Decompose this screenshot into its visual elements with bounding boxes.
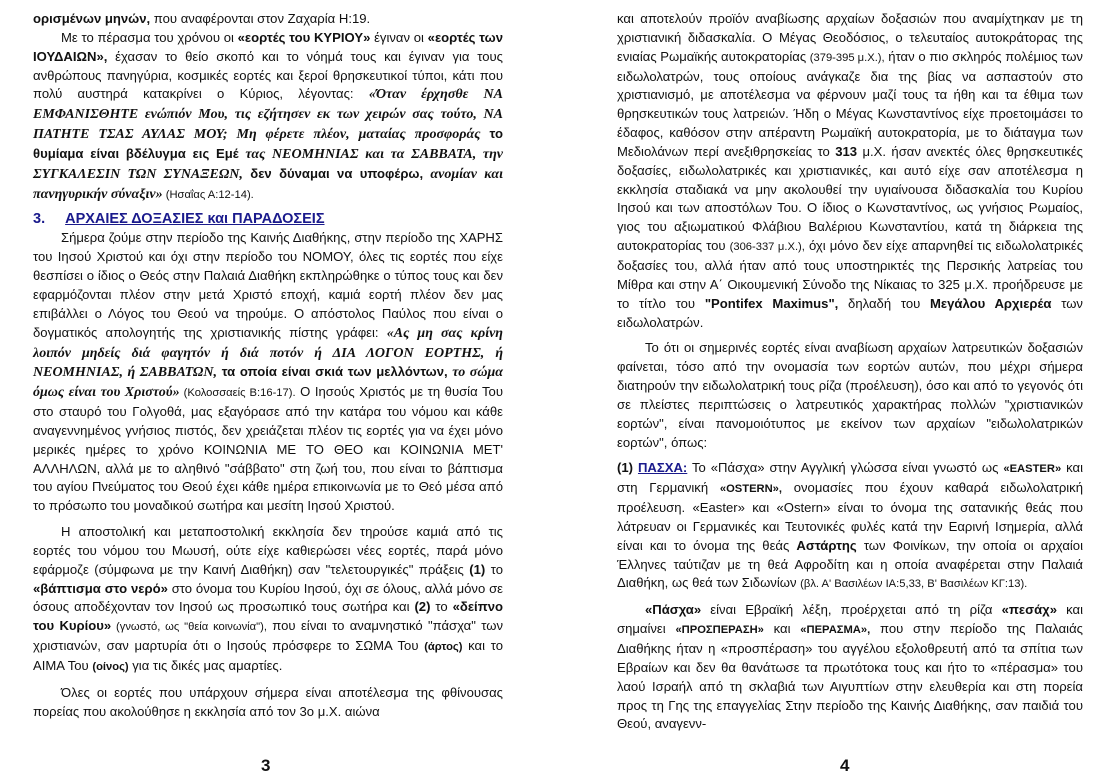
- text: έχασαν το θείο σκοπό και το νόημά τους και έγιναν για τους ανθρώπους πανηγύρια, κοσμικές εορτές και ξεροί θρησκευτικοί τύποι, κάτι που πολύ αυστηρά κατακρίνει ο Κύριος, λέγοντας:: [33, 48, 503, 102]
- bold-text: «βάπτισμα στο νερό»: [33, 580, 168, 596]
- paragraph-5: [33, 684, 503, 722]
- text: Το «Πάσχα» στην Αγγλική γλώσσα είναι γνωστό ως: [687, 460, 1004, 476]
- scripture-quote: ανομίαν και πανηγυρικήν σύναξιν»: [33, 166, 503, 202]
- text: Το ότι οι σημερινές εορτές είναι αναβίωση αρχαίων λατρευτικών δοξασιών φαίνεται, τόσο από την ονομασία των εορτών αυτών, που μέχρι σήμερα διατηρούν την ειδωλολατρική τους ρίζα (προέλευση), όσο και από το γεγονός ότι σε πλείστες περιπτώσεις ο λατρευτικός χαρακτήρας πολλών "χριστιανικών εορτών", είναι πανομοιότυπος με εκείνον των αρχαίων "ειδωλολατρικών εορτών", όπως:: [617, 340, 1083, 450]
- bold-text: τα οποία είναι σκιά των μελλόντων,: [217, 364, 448, 380]
- text: των Φοινίκων, την οποία οι αρχαίοι Έλληνες ταύτιζαν με τη θεά Αφροδίτη και η οποία αναφέρεται στην Παλαιά Διαθήκη, ως θεά των Σιδωνίων: [617, 537, 1083, 591]
- text: που στην περίοδο της Παλαιάς Διαθήκης ήταν η «προσπέραση» του αγγέλου εξολοθρευτή από τα σπίτια των Εβραίων και δεν θα θανάτωσε τα πρωτότοκα τους και ήτο το «πέρασμα» του λαού Ισραήλ από τη σκλαβιά των Αιγυπτίων στην ελευθερία και στη πορεία προς τη Γης της επαγγελίας Στην περίοδο της Καινής Διαθήκης, σαν παιδιά του Θεού, αναγενν-: [617, 621, 1083, 732]
- text: για τις δικές μας αμαρτίες.: [128, 658, 283, 673]
- text: ήταν ο πιο σκληρός πολέμιος των ειδωλολατρών, τους οποίους ανάγκαζε δια της βίας να ασπαστούν στο χριστιανισμό, με αποτέλεσμα να φέρνουν μαζί τους τα ήθη και τα έθιμα των θρησκευτικών τους λατρειών. Ήδη ο Μέγας Κωνσταντίνος είχε προετοιμάσει το έδαφος, καθόσον στην απέραντη Ρωμαϊκή αυτοκρατορία, με το διάταγμα των Μεδιολάνων περί ανεξιθρησκείας το: [617, 48, 1083, 159]
- bold-text: «Πάσχα»: [645, 602, 702, 618]
- bold-text: (1): [469, 561, 486, 577]
- text: που είναι το αναμνηστικό "πάσχα" των χριστιανών, σαν μαρτυρία ότι ο Ιησούς πρόσφερε το ΣΩΜΑ Του: [33, 618, 503, 654]
- text: Όλες οι εορτές που υπάρχουν σήμερα είναι αποτέλεσμα της φθίνουσας πορείας που ακολούθησε η εκκλησία από τον 3ο μ.Χ. αιώνα: [33, 684, 503, 719]
- text: Σήμερα ζούμε στην περίοδο της Καινής Διαθήκης, στην περίοδο της ΧΑΡΗΣ του Ιησού Χριστού και όχι στην περίοδο του ΝΟΜΟΥ, όλες τις εορτές που είχε θεσπίσει ο ίδιος ο Θεός στην Παλαιά Διαθήκη εκπληρώθηκε ο τύπος τους και δεν εφαρμόζονται πλέον στην μετά Χριστό εποχή, καμιά εορτή πλέον δεν μας επιβάλλει ο Λόγος του Θεού να τηρούμε. Ο απόστολος Παύλος που είναι ο δογματικός απολογητής της χριστιανικής πίστης γράφει:: [33, 230, 503, 340]
- bold-text: «ΠΕΡΑΣΜΑ»,: [800, 624, 871, 637]
- text: και: [763, 621, 801, 637]
- bold-text: «εορτές των ΙΟΥΔΑΙΩΝ»,: [33, 29, 504, 64]
- paragraph-3: [33, 229, 503, 516]
- text: δηλαδή του: [838, 295, 931, 311]
- item-heading: ΠΑΣΧΑ:: [637, 460, 688, 476]
- bold-text: 313: [835, 143, 858, 159]
- bold-text: Αστάρτης: [796, 537, 857, 553]
- text: είναι Εβραϊκή λέξη, προέρχεται από τη ρίζα: [701, 602, 1002, 618]
- scripture-quote: «Ας μη σας κρίνη λοιπόν μηδείς διά φαγητόν ή διά ποτόν ή ΔΙΑ ΛΟΓΟΝ ΕΟΡΤΗΣ, ή ΝΕΟΜΗΝΙΑΣ, ή ΣΑΒΒΑΤΩΝ,: [33, 325, 503, 381]
- bold-text: (άρτος): [424, 641, 463, 654]
- bold-text: «δείπνο του Κυρίου»: [33, 599, 504, 634]
- scripture-reference: (Ησαΐας Α:12-14).: [162, 188, 254, 201]
- bold-text: Μεγάλου Αρχιερέα: [930, 295, 1052, 311]
- scripture-quote: τας ΝΕΟΜΗΝΙΑΣ και τα ΣΑΒΒΑΤΑ, την ΣΥΓΚΑΛΕΣΙΝ ΤΩΝ ΣΥΝΑΞΕΩΝ,: [33, 146, 504, 182]
- text: και σημαίνει: [617, 602, 1083, 637]
- text: μ.Χ. ήσαν ανεκτές όλες θρησκευτικές δοξασίες, ειδωλολατρικές και χριστιανικές, και αυτό είχε σαν αποτέλεσμα η εκκλησία σταδιακά να μην ακολουθεί την υγιαίνουσα διδασκαλία του Κυρίου Ιησού και των αποστόλων Του. Ο ίδιος ο Κωνσταντίνος, ως γνήσιος Ρωμαίος, γιος του αξιωματικού Φλάβιου Βαλέριου Κωνσταντίου, κατά τη διάρκεια της αυτοκρατορίας του: [617, 143, 1083, 254]
- section-number: 3.: [33, 211, 46, 228]
- bold-text: (οίνος): [92, 661, 129, 673]
- section-heading: [33, 210, 503, 229]
- paragraph-2: [33, 29, 503, 205]
- right-page: [617, 10, 1083, 734]
- section-title: ΑΡΧΑΙΕΣ ΔΟΞΑΣΙΕΣ και ΠΑΡΑΔΟΣΕΙΣ: [65, 211, 325, 228]
- page-number: 4: [840, 756, 850, 775]
- text: ονομασίες που έχουν καθαρά ειδωλολατρική προέλευση. «Easter» και «Ostern» είναι το όνομα της σατανικής θεάς που λάτρευαν οι Γερμανικές και Τευτονικές φυλές κατά την Εαρινή Ισημερία, αλλά είναι και το όνομα της θεάς: [617, 480, 1084, 553]
- scripture-reference: (Κολοσσαείς Β:16-17).: [179, 387, 296, 400]
- bold-text: «ΠΡΟΣΠΕΡΑΣΗ»: [675, 624, 764, 637]
- bold-text: "Pontifex Maximus",: [704, 295, 839, 311]
- paragraph-2: [617, 339, 1083, 452]
- bold-text: «πεσάχ»: [1001, 602, 1057, 618]
- paragraph-4: [617, 601, 1083, 734]
- paragraph-3: [617, 459, 1083, 594]
- text: των ειδωλολατρών.: [617, 295, 1083, 330]
- text: και το ΑΙΜΑ Του: [33, 638, 503, 673]
- text: Η αποστολική και μεταποστολική εκκλησία δεν τηρούσε καμιά από τις εορτές του νόμου του Μωυσή, ούτε είχε καθιερώσει νέες εορτές, παρά μόνο εφάρμοζε (σύμφωνα με την Καινή Διαθήκη) σαν "τελετουργικές" πράξεις: [33, 524, 503, 577]
- scripture-quote: «Όταν έρχησθε ΝΑ ΕΜΦΑΝΙΣΘΗΤΕ ενώπιόν Μου, τις εζήτησεν εκ των χειρών σας τούτο, ΝΑ ΠΑΤΗΤΕ ΤΣΑΣ ΑΥΛΑΣ ΜΟΥ; Μη φέρετε πλέον, ματαίας προσφοράς: [33, 87, 503, 143]
- bold-text: ορισμένων μηνών,: [33, 11, 151, 26]
- text: το: [430, 599, 453, 615]
- bold-text: «OSTERN»,: [719, 483, 783, 496]
- paragraph-1: [33, 10, 503, 29]
- bold-text: δεν δύναμαι να υποφέρω,: [242, 165, 424, 181]
- bold-text: (2): [414, 599, 431, 615]
- text: Με το πέρασμα του χρόνου οι: [61, 29, 238, 45]
- bold-text: «εορτές του ΚΥΡΙΟΥ»: [237, 29, 371, 45]
- small-text: (γνωστό, ως "θεία κοινωνία"),: [111, 621, 267, 634]
- page-number: 3: [261, 756, 271, 775]
- small-text: (379-395 μ.Χ.),: [809, 51, 885, 64]
- paragraph-4: [33, 523, 503, 677]
- text: το: [485, 561, 503, 577]
- text: έγιναν οι: [370, 29, 428, 45]
- bold-text: «EASTER»: [1003, 463, 1062, 476]
- left-page: [33, 10, 503, 722]
- small-text: (306-337 μ.Χ.),: [729, 241, 805, 254]
- item-number: (1): [617, 460, 634, 476]
- text: και στη Γερμανική: [617, 460, 1083, 496]
- paragraph-1: [617, 10, 1083, 332]
- scripture-reference: (βλ. Α' Βασιλέων ΙΑ:5,33, Β' Βασιλέων ΚΓ:13).: [800, 578, 1028, 591]
- text: στο όνομα του Κυρίου Ιησού, όχι σε όλους, αλλά μόνο σε όσους αποδέχονταν τον Ιησού ως προσωπικό τους σωτήρα και: [33, 580, 503, 615]
- scripture-quote: το σώμα όμως είναι του Χριστού»: [33, 365, 504, 401]
- text: όχι μόνο δεν είχε απαρνηθεί τις ειδωλολατρικές δοξασίες του, αλλά ήταν από τους υποστηρικτές της Περσικής λατρείας του Μίθρα και στην Α΄ Οικουμενική Σύνοδο της Νίκαιας το 325 μ.Χ. προήδρευσε με το τίτλο του: [617, 238, 1084, 311]
- text: και αποτελούν προϊόν αναβίωσης αρχαίων δοξασιών που αναμίχτηκαν με τη χριστιανική διδασκαλία. Ο Μέγας Θεοδόσιος, ο τελευταίος αυτοκράτορας της ενιαίας Ρωμαϊκής αυτοκρατορίας: [617, 11, 1083, 64]
- text: που αναφέρονται στον Ζαχαρία Η:19.: [150, 11, 371, 26]
- text: Ο Ιησούς Χριστός με τη θυσία Του στο σταυρό του Γολγοθά, μας εξαγόρασε από την κατάρα του νόμου και κάθε αναγεννημένος γνήσιος πιστός, δεν χρειάζεται πλέον τις εορτές για να έχει μόνο μερικές ημέρες το χρόνο ΚΟΙΝΩΝΙΑ ΜΕ ΤΟ ΘΕΟ και ΚΟΙΝΩΝΙΑ ΜΕΤ' ΑΛΛΗΛΩΝ, αλλά με το αληθινό "σάββατο" στη ζωή του, που είναι το βάπτισμα του αγίου Πνεύματος του Θεού έχει κάθε ημέρα επικοινωνία με το Θεό μέσα από το πρόσωπο του μοναδικού σωτήρα και μεσίτη Ιησού Χριστού.: [33, 384, 503, 514]
- bold-text: το θυμίαμα είναι βδέλυγμα εις Εμέ: [33, 126, 503, 161]
